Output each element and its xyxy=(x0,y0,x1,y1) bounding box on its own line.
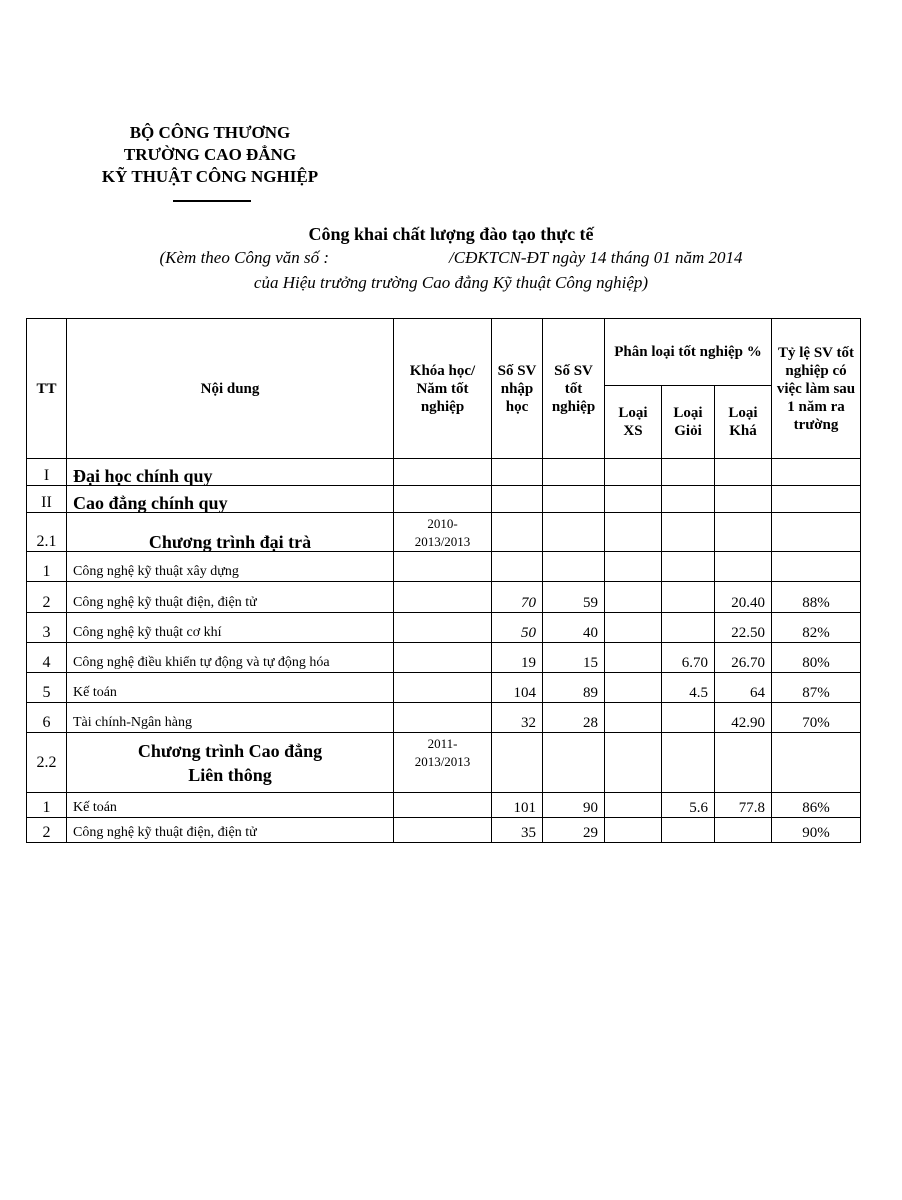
org-underline xyxy=(173,200,251,202)
row-tt: 5 xyxy=(27,673,67,703)
document-title: Công khai chất lượng đào tạo thực tế xyxy=(308,224,594,244)
program-name: Chương trình đại trà xyxy=(67,513,394,552)
row-excellent xyxy=(605,673,662,703)
header-excellent: Loại XS xyxy=(605,386,662,459)
row-enrolled: 35 xyxy=(492,818,543,843)
row-good: 4.5 xyxy=(662,673,715,703)
section-name: Đại học chính quy xyxy=(67,459,394,486)
program-name-line2: Liên thông xyxy=(188,764,272,785)
row-fair: 42.90 xyxy=(715,703,772,733)
table-row xyxy=(27,613,861,643)
row-good xyxy=(662,552,715,582)
section-tt: II xyxy=(27,486,67,513)
row-graduated: 15 xyxy=(543,643,605,673)
program-name-line1: Chương trình Cao đẳng xyxy=(137,740,323,761)
row-excellent xyxy=(605,818,662,843)
row-employed: 70% xyxy=(772,703,861,733)
row-course xyxy=(394,818,492,843)
row-course xyxy=(394,793,492,818)
row-name: Công nghệ kỹ thuật điện, điện tử xyxy=(67,582,394,613)
row-name: Tài chính-Ngân hàng xyxy=(67,703,394,733)
header-classification: Phân loại tốt nghiệp % xyxy=(605,319,772,386)
row-graduated: 29 xyxy=(543,818,605,843)
program-course: 2011-2013/2013 xyxy=(394,733,492,793)
row-employed: 88% xyxy=(772,582,861,613)
row-fair: 77.8 xyxy=(715,793,772,818)
program-tt: 2.2 xyxy=(27,733,67,793)
section-row xyxy=(27,486,861,513)
issuing-organization xyxy=(60,122,360,188)
row-course xyxy=(394,582,492,613)
row-enrolled: 101 xyxy=(492,793,543,818)
row-excellent xyxy=(605,793,662,818)
section-row xyxy=(27,459,861,486)
row-tt: 4 xyxy=(27,643,67,673)
row-fair xyxy=(715,818,772,843)
header-good: Loại Giỏi xyxy=(662,386,715,459)
row-course xyxy=(394,643,492,673)
row-good xyxy=(662,818,715,843)
row-enrolled: 104 xyxy=(492,673,543,703)
section-name: Cao đẳng chính quy xyxy=(67,486,394,513)
row-fair: 22.50 xyxy=(715,613,772,643)
row-course xyxy=(394,673,492,703)
table-row xyxy=(27,643,861,673)
section-tt: I xyxy=(27,459,67,486)
table-row xyxy=(27,673,861,703)
row-course xyxy=(394,703,492,733)
program-tt: 2.1 xyxy=(27,513,67,552)
table-row xyxy=(27,582,861,613)
row-tt: 1 xyxy=(27,793,67,818)
row-graduated: 40 xyxy=(543,613,605,643)
row-employed: 90% xyxy=(772,818,861,843)
row-employed: 82% xyxy=(772,613,861,643)
header-fair: Loại Khá xyxy=(715,386,772,459)
header-content: Nội dung xyxy=(67,319,394,459)
school-name-line1: TRƯỜNG CAO ĐẲNG xyxy=(123,145,297,164)
row-excellent xyxy=(605,643,662,673)
row-employed: 87% xyxy=(772,673,861,703)
school-name-line2: KỸ THUẬT CÔNG NGHIỆP xyxy=(101,167,319,186)
row-graduated: 90 xyxy=(543,793,605,818)
table-row xyxy=(27,703,861,733)
table-row xyxy=(27,552,861,582)
row-excellent xyxy=(605,552,662,582)
row-name: Kế toán xyxy=(67,673,394,703)
row-enrolled: 50 xyxy=(492,613,543,643)
row-enrolled: 19 xyxy=(492,643,543,673)
row-graduated: 89 xyxy=(543,673,605,703)
header-course: Khóa học/ Năm tốt nghiệp xyxy=(394,319,492,459)
row-graduated: 28 xyxy=(543,703,605,733)
table-row xyxy=(27,793,861,818)
row-tt: 6 xyxy=(27,703,67,733)
subtitle-suffix: /CĐKTCN-ĐT ngày 14 tháng 01 năm 2014 xyxy=(449,248,743,267)
row-course xyxy=(394,613,492,643)
row-name: Công nghệ kỹ thuật điện, điện tử xyxy=(67,818,394,843)
row-name: Công nghệ điều khiển tự động và tự động hóa xyxy=(67,643,394,673)
subtitle-prefix: (Kèm theo Công văn số : xyxy=(159,248,330,267)
row-fair: 20.40 xyxy=(715,582,772,613)
row-employed: 86% xyxy=(772,793,861,818)
row-enrolled: 70 xyxy=(492,582,543,613)
row-name: Công nghệ kỹ thuật cơ khí xyxy=(67,613,394,643)
row-good xyxy=(662,613,715,643)
row-fair: 26.70 xyxy=(715,643,772,673)
row-graduated: 59 xyxy=(543,582,605,613)
row-tt: 1 xyxy=(27,552,67,582)
row-tt: 3 xyxy=(27,613,67,643)
header-row-1 xyxy=(27,319,861,386)
row-fair: 64 xyxy=(715,673,772,703)
row-excellent xyxy=(605,582,662,613)
header-tt: TT xyxy=(27,319,67,459)
row-enrolled: 32 xyxy=(492,703,543,733)
row-graduated xyxy=(543,552,605,582)
row-employed xyxy=(772,552,861,582)
program-row xyxy=(27,513,861,552)
row-name: Công nghệ kỹ thuật xây dựng xyxy=(67,552,394,582)
row-good: 5.6 xyxy=(662,793,715,818)
header-graduated: Số SV tốt nghiệp xyxy=(543,319,605,459)
row-good xyxy=(662,582,715,613)
row-tt: 2 xyxy=(27,582,67,613)
row-enrolled xyxy=(492,552,543,582)
row-employed: 80% xyxy=(772,643,861,673)
training-quality-table xyxy=(26,318,861,843)
row-good: 6.70 xyxy=(662,643,715,673)
row-tt: 2 xyxy=(27,818,67,843)
program-row xyxy=(27,733,861,793)
row-excellent xyxy=(605,703,662,733)
program-course: 2010-2013/2013 xyxy=(394,513,492,552)
subtitle-line1 xyxy=(0,247,902,269)
table-row xyxy=(27,818,861,843)
row-course xyxy=(394,552,492,582)
row-fair xyxy=(715,552,772,582)
program-name xyxy=(67,733,394,793)
header-enrolled: Số SV nhập học xyxy=(492,319,543,459)
row-excellent xyxy=(605,613,662,643)
subtitle-line2: của Hiệu trưởng trường Cao đẳng Kỹ thuật Công nghiệp) xyxy=(253,273,649,292)
header-employed: Tỷ lệ SV tốt nghiệp có việc làm sau 1 năm ra trường xyxy=(772,319,861,459)
row-good xyxy=(662,703,715,733)
ministry-name: BỘ CÔNG THƯƠNG xyxy=(129,123,291,142)
row-name: Kế toán xyxy=(67,793,394,818)
